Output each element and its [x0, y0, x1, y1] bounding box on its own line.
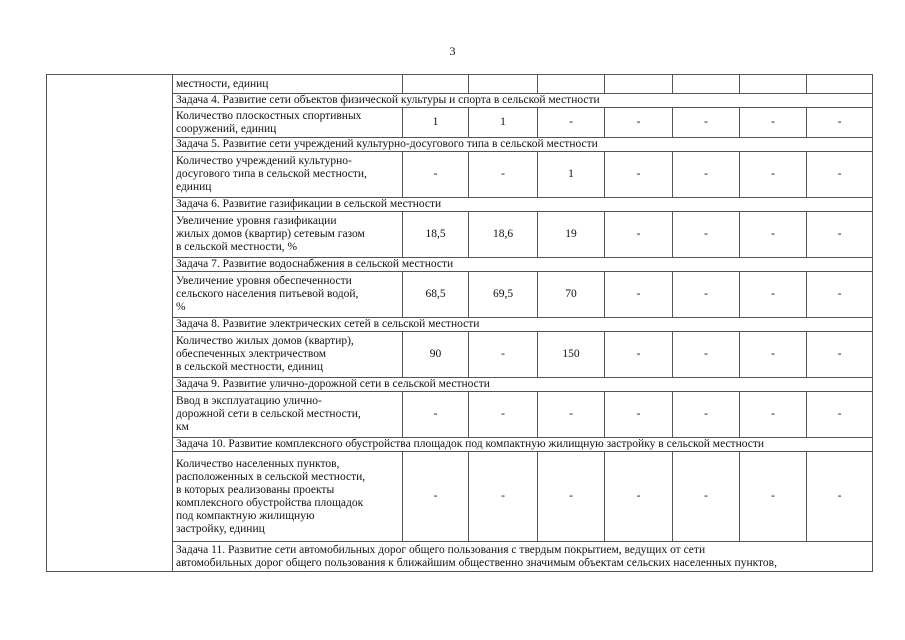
indicator-name-line: сельского населения питьевой водой, — [176, 288, 359, 300]
indicator-value-cell: 19 — [538, 212, 605, 258]
left-column-cell — [47, 75, 173, 572]
task-heading-line: Задача 5. Развитие сети учреждений культурно-досугового типа в сельской местности — [176, 138, 598, 150]
indicator-value-cell — [605, 75, 673, 94]
task-heading-line: Задача 9. Развитие улично-дорожной сети в сельской местности — [176, 378, 490, 390]
indicator-value-cell: - — [807, 452, 873, 542]
indicator-value-cell: - — [673, 212, 740, 258]
indicator-name — [173, 75, 403, 94]
indicator-value-cell: - — [740, 152, 807, 198]
indicator-value-cell: - — [605, 452, 673, 542]
indicator-value-cell: - — [605, 392, 673, 438]
indicator-value-cell: - — [538, 392, 605, 438]
indicator-value-cell: - — [469, 392, 538, 438]
task-heading — [173, 138, 873, 152]
indicator-value-cell: - — [807, 272, 873, 318]
task-heading-line: Задача 4. Развитие сети объектов физической культуры и спорта в сельской местности — [176, 94, 600, 106]
indicator-value-cell: - — [605, 272, 673, 318]
indicator-value-cell: - — [605, 212, 673, 258]
indicators-table — [46, 74, 873, 572]
task-heading-line: Задача 7. Развитие водоснабжения в сельской местности — [176, 258, 454, 270]
indicator-value-cell: - — [605, 108, 673, 138]
indicator-name — [173, 392, 403, 438]
indicator-name-line: в сельской местности, % — [176, 241, 298, 253]
indicator-name-line: жилых домов (квартир) сетевым газом — [176, 228, 365, 240]
indicator-value-cell: - — [673, 108, 740, 138]
indicator-name — [173, 452, 403, 542]
indicator-name-line: расположенных в сельской местности, — [176, 470, 366, 483]
indicator-value-cell: - — [538, 108, 605, 138]
indicator-value-cell: - — [605, 332, 673, 378]
indicator-name — [173, 152, 403, 198]
task-heading — [173, 318, 873, 332]
indicator-value-cell: 1 — [469, 108, 538, 138]
task-heading — [173, 438, 873, 452]
indicator-name-line: Количество учреждений культурно- — [176, 155, 352, 167]
indicator-name-line: Количество жилых домов (квартир), — [176, 335, 354, 347]
indicator-name — [173, 272, 403, 318]
indicator-name-line: Количество плоскостных спортивных — [176, 109, 362, 122]
indicator-value-cell: - — [403, 452, 469, 542]
indicator-name-line: комплексного обустройства площадок — [176, 496, 364, 509]
indicator-value-cell: - — [403, 392, 469, 438]
indicator-value-cell — [740, 75, 807, 94]
indicator-value-cell: - — [673, 332, 740, 378]
indicator-name-line: в которых реализованы проекты — [176, 483, 335, 496]
table-body — [47, 75, 873, 572]
indicator-value-cell: 68,5 — [403, 272, 469, 318]
task-heading — [173, 542, 873, 572]
indicator-value-cell: 90 — [403, 332, 469, 378]
indicator-value-cell: - — [807, 392, 873, 438]
task-heading-line: Задача 11. Развитие сети автомобильных дорог общего пользования с твердым покрытием, ведущих от сети — [176, 544, 706, 556]
indicator-value-cell — [673, 75, 740, 94]
indicator-value-cell: 1 — [538, 152, 605, 198]
task-heading-line: Задача 8. Развитие электрических сетей в сельской местности — [176, 318, 480, 330]
indicator-value-cell: 18,5 — [403, 212, 469, 258]
indicator-name-line: дорожной сети в сельской местности, — [176, 408, 361, 420]
indicator-name-line: сооружений, единиц — [176, 122, 277, 135]
indicator-name-line: под компактную жилищную — [176, 509, 315, 522]
task-heading-line: Задача 10. Развитие комплексного обустройства площадок под компактную жилищную застройку в сельской местности — [176, 438, 765, 450]
indicator-name-line: единиц — [176, 181, 212, 193]
indicator-name-line: % — [176, 301, 186, 313]
task-heading — [173, 198, 873, 212]
indicator-value-cell: - — [673, 272, 740, 318]
indicator-value-cell: 70 — [538, 272, 605, 318]
indicator-name-line: досугового типа в сельской местности, — [176, 168, 367, 180]
indicator-value-cell: - — [807, 108, 873, 138]
indicator-value-cell: - — [807, 152, 873, 198]
indicator-name-line: местности, единиц — [176, 77, 269, 90]
task-heading — [173, 258, 873, 272]
indicator-value-cell — [807, 75, 873, 94]
indicator-name — [173, 332, 403, 378]
indicator-value-cell — [469, 75, 538, 94]
indicator-value-cell: - — [807, 332, 873, 378]
indicator-value-cell: - — [469, 332, 538, 378]
indicator-value-cell — [538, 75, 605, 94]
indicator-row — [47, 75, 873, 94]
indicator-value-cell: 18,6 — [469, 212, 538, 258]
indicator-name-line: обеспеченных электричеством — [176, 348, 327, 360]
indicator-value-cell: - — [740, 212, 807, 258]
indicator-name-line: Количество населенных пунктов, — [176, 457, 340, 470]
indicator-name-line: Увеличение уровня газификации — [176, 215, 337, 227]
task-heading — [173, 378, 873, 392]
indicator-value-cell: - — [740, 272, 807, 318]
indicator-value-cell: - — [605, 152, 673, 198]
indicator-value-cell: 1 — [403, 108, 469, 138]
indicator-value-cell: - — [740, 332, 807, 378]
indicator-name-line: застройку, единиц — [176, 522, 265, 535]
indicator-value-cell: - — [673, 392, 740, 438]
task-heading-line: Задача 6. Развитие газификации в сельской местности — [176, 198, 442, 210]
indicator-value-cell: - — [740, 392, 807, 438]
indicator-name-line: км — [176, 421, 189, 433]
indicator-value-cell: 150 — [538, 332, 605, 378]
indicator-value-cell: - — [740, 108, 807, 138]
indicator-value-cell: - — [469, 152, 538, 198]
indicator-value-cell: - — [673, 152, 740, 198]
page-number: 3 — [449, 44, 456, 58]
indicator-value-cell: - — [538, 452, 605, 542]
indicator-name — [173, 108, 403, 138]
indicator-value-cell: - — [469, 452, 538, 542]
indicator-value-cell: - — [807, 212, 873, 258]
indicator-value-cell: 69,5 — [469, 272, 538, 318]
indicator-value-cell: - — [673, 452, 740, 542]
task-heading-line: автомобильных дорог общего пользования к ближайшим общественно значимым объектам сельских населенных пунктов, — [176, 557, 777, 569]
task-heading — [173, 94, 873, 108]
indicator-name — [173, 212, 403, 258]
indicator-name-line: в сельской местности, единиц — [176, 361, 323, 373]
indicator-value-cell — [403, 75, 469, 94]
indicator-value-cell: - — [740, 452, 807, 542]
indicator-name-line: Ввод в эксплуатацию улично- — [176, 395, 322, 407]
indicator-name-line: Увеличение уровня обеспеченности — [176, 275, 352, 287]
indicator-value-cell: - — [403, 152, 469, 198]
